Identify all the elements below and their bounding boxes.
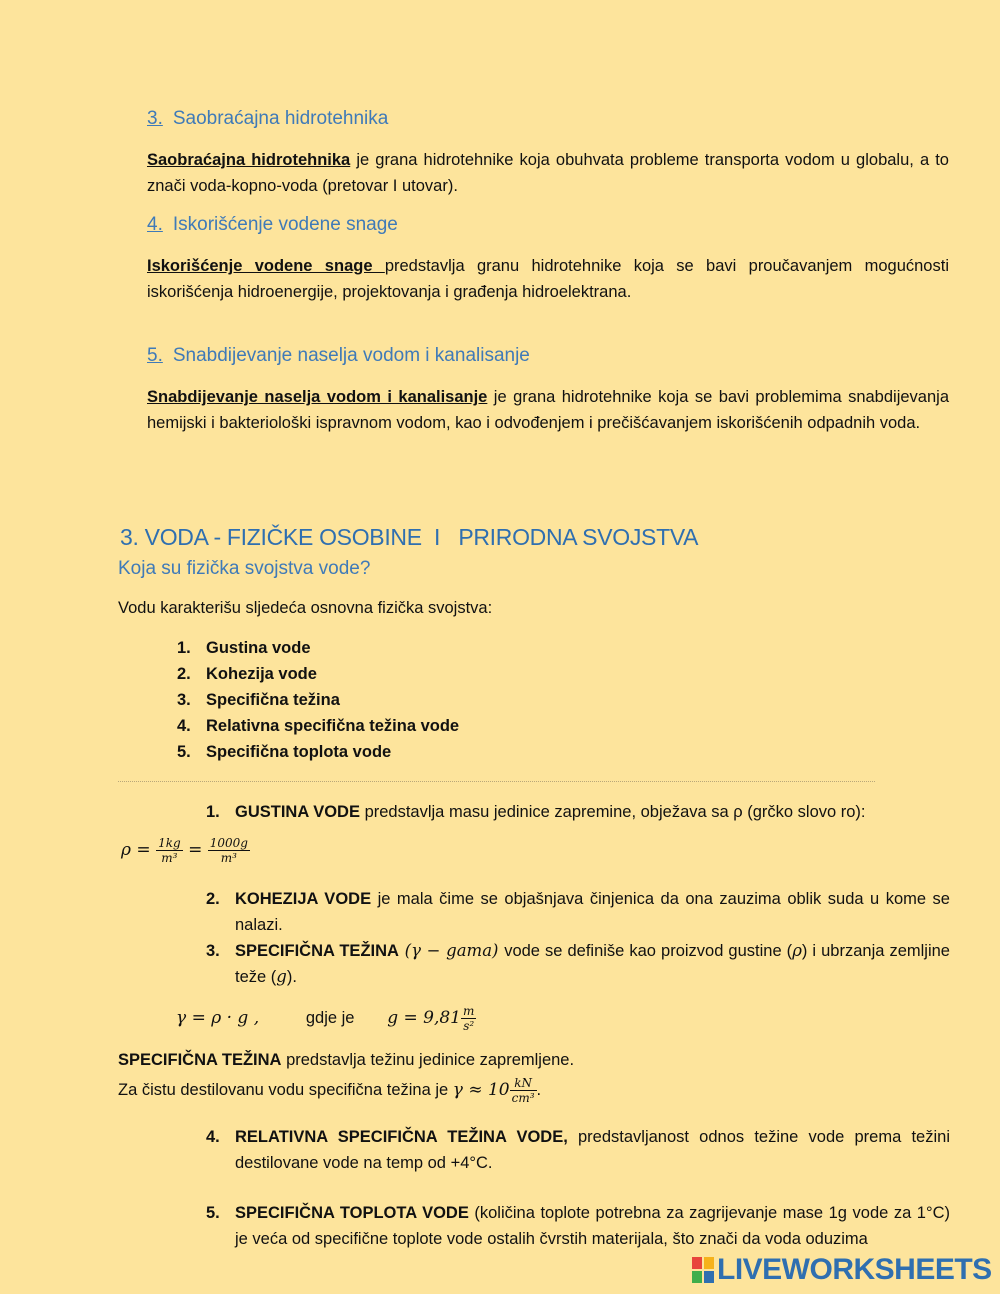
list-item: 4. Relativna specifična težina vode [177,717,460,735]
list-item: 5. Specifična toplota vode [177,743,392,761]
detail-specificna: 3. SPECIFIČNA TEŽINA (γ − gama) vode se definiše kao proizvod gustine (ρ) i ubrzanja zemljine teže (g). [206,941,950,986]
distilled-water-line: Za čistu destilovanu vodu specifična težina je γ ≈ 10 $\frac{kN}{\text{cm³}}$ . [118,1076,542,1105]
detail-gustina: 1. GUSTINA VODE predstavlja masu jedinice zapremine, obježava sa ρ (grčko slovo ro): [206,803,866,821]
section-heading-4 [147,214,398,236]
liveworksheets-logo[interactable] [692,1255,992,1285]
section-heading-5 [147,345,530,367]
section-title: Snabdijevanje naselja vodom i kanalisanje [172,345,530,366]
specific-weight-definition: SPECIFIČNA TEŽINA predstavlja težinu jedinice zapremljene. [118,1051,575,1069]
section-title: Saobraćajna hidrotehnika [172,108,389,129]
list-item: 1. Gustina vode [177,639,311,657]
chapter-question: Koja su fizička svojstva vode? [118,558,371,579]
section-text: je grana hidrotehnike koja se bavi problemima snabdijevanja hemijski i bakteriološki ispravnom vodom, kao i odvođenjem i prečišćavanjem iskorišćenih odpadnih voda. [147,388,949,432]
list-item: 3. Specifična težina [177,691,340,709]
section-text: predstavlja granu hidrotehnike koja se bavi proučavanjem mogućnosti iskorišćenja hidroenergije, projektovanja i građenja hidroelektrana. [147,257,949,301]
section-paragraph-4 [147,254,949,305]
section-term: Snabdijevanje naselja vodom i kanalisanje [147,388,488,406]
section-heading-3 [147,108,388,130]
formula-specific-weight: γ = ρ · g , gdje je g = 9,81 $\frac{m}{\text{s²}}$ [176,1004,475,1033]
logo-icon [692,1257,714,1283]
logo-text: LIVEWORKSHEETS [717,1253,992,1286]
section-paragraph-5 [147,385,949,436]
section-text: je grana hidrotehnike koja obuhvata probleme transporta vodom u globalu, a to znači voda-kopno-voda (pretovar I utovar). [147,151,949,195]
section-number: 4. [147,214,163,235]
section-number: 5. [147,345,163,366]
properties-list [177,635,459,765]
formula-density: ρ = $\frac{1kg}{\text{m³}}$ = $\frac{1000g}{\text{m³}}$ [121,836,248,865]
detail-toplota: 5. SPECIFIČNA TOPLOTA VODE (količina toplote potrebna za zagrijevanje mase 1g vode za 1°C) je veća od specifične toplote vode ostalih čvrstih materijala, što znači da voda oduzima [206,1204,950,1248]
section-number: 3. [147,108,163,129]
chapter-title: 3. VODA - FIZIČKE OSOBINE I PRIRODNA SVOJSTVA [120,524,699,550]
section-paragraph-3 [147,148,949,199]
list-item: 2. Kohezija vode [177,665,317,683]
detail-kohezija: 2. KOHEZIJA VODE je mala čime se objašnjava činjenica da ona zauzima oblik suda u kome se nalazi. [206,890,950,934]
chapter-intro: Vodu karakterišu sljedeća osnovna fizička svojstva: [118,599,493,617]
section-title: Iskorišćenje vodene snage [172,214,398,235]
section-term: Iskorišćenje vodene snage [147,257,385,275]
detail-relativna: 4. RELATIVNA SPECIFIČNA TEŽINA VODE, predstavljanost odnos težine vode prema težini destilovane vode na temp od +4°C. [206,1128,950,1172]
section-term: Saobraćajna hidrotehnika [147,151,351,169]
dotted-divider [118,781,875,782]
